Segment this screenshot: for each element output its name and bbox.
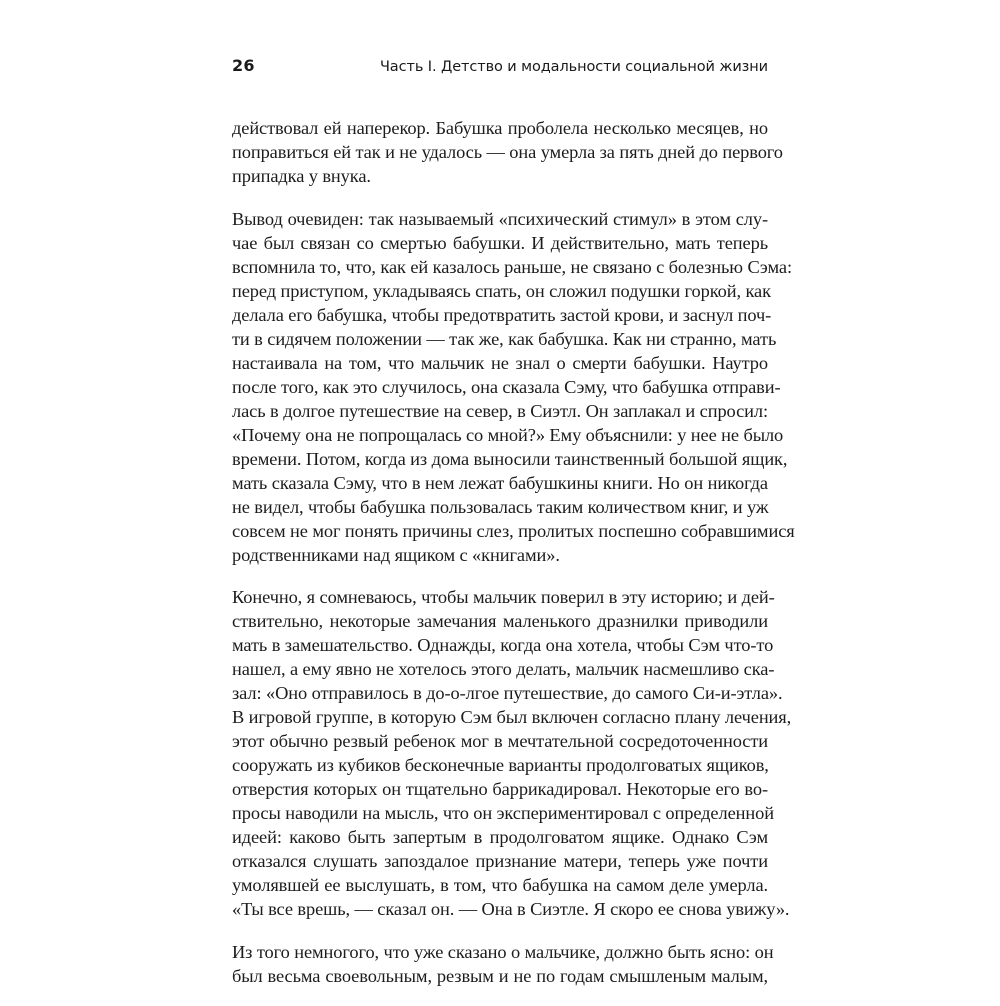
paragraph-4 bbox=[232, 940, 774, 988]
text-line: «Ты все врешь, — сказал он. — Она в Сиэтле. Я скоро ее снова увижу». bbox=[232, 899, 790, 919]
text-line: перед приступом, укладываясь спать, он сложил подушки горкой, как bbox=[232, 280, 771, 301]
paragraph-3 bbox=[232, 585, 792, 921]
text-line: В игровой группе, в которую Сэм был включен согласно плану лечения, bbox=[232, 707, 792, 727]
text-line: поправиться ей так и не удалось — она умерла за пять дней до первого bbox=[232, 142, 783, 162]
text-line: мать в замешательство. Однажды, когда она хотела, чтобы Сэм что-то bbox=[232, 635, 774, 655]
text-line: ствительно, некоторые замечания маленького дразнилки приводили bbox=[232, 611, 768, 631]
text-line: Из того немногого, что уже сказано о мальчике, должно быть ясно: он bbox=[232, 941, 774, 962]
text-line: лась в долгое путешествие на север, в Сиэтл. Он заплакал и спросил: bbox=[232, 400, 768, 421]
running-title: Часть I. Детство и модальности социальной жизни bbox=[379, 59, 768, 75]
running-header bbox=[232, 56, 768, 82]
text-line: времени. Потом, когда из дома выносили таинственный большой ящик, bbox=[232, 448, 788, 469]
text-line: просы наводили на мысль, что он экспериментировал с определенной bbox=[232, 803, 774, 823]
page-number: 26 bbox=[232, 56, 255, 75]
text-line: делала его бабушка, чтобы предотвратить застой крови, и заснул поч- bbox=[232, 304, 772, 325]
text-line: родственниками над ящиком с «книгами». bbox=[232, 544, 560, 565]
text-line: идеей: каково быть запертым в продолговатом ящике. Однако Сэм bbox=[232, 827, 768, 847]
text-line: умолявшей ее выслушать, в том, что бабушка на самом деле умерла. bbox=[232, 875, 768, 895]
text-line: не видел, чтобы бабушка пользовалась таким количеством книг, и уж bbox=[232, 496, 769, 517]
text-line: Вывод очевиден: так называемый «психический стимул» в этом слу- bbox=[232, 208, 768, 229]
text-line: совсем не мог понять причины слез, пролитых поспешно собравшимися bbox=[232, 520, 795, 541]
paragraph-1 bbox=[232, 116, 783, 188]
text-line: сооружать из кубиков бесконечные варианты продолговатых ящиков, bbox=[232, 755, 769, 775]
body-text bbox=[232, 116, 795, 1006]
text-line: вспомнила то, что, как ей казалось раньше, не связано с болезнью Сэма: bbox=[232, 256, 792, 277]
text-line: отказался слушать запоздалое признание матери, теперь уже почти bbox=[232, 851, 768, 871]
text-line: действовал ей наперекор. Бабушка проболела несколько месяцев, но bbox=[232, 118, 768, 138]
text-line: этот обычно резвый ребенок мог в мечтательной сосредоточенности bbox=[232, 731, 768, 751]
text-line: ти в сидячем положении — так же, как бабушка. Как ни странно, мать bbox=[232, 328, 777, 349]
text-line: отверстия которых он тщательно баррикадировал. Некоторые его во- bbox=[232, 779, 768, 799]
text-line: мать сказала Сэму, что в нем лежат бабушкины книги. Но он никогда bbox=[232, 472, 768, 493]
text-line: после того, как это случилось, она сказала Сэму, что бабушка отправи- bbox=[232, 376, 781, 397]
text-line: настаивала на том, что мальчик не знал о смерти бабушки. Наутро bbox=[232, 352, 768, 373]
text-line: нашел, а ему явно не хотелось этого делать, мальчик насмешливо ска- bbox=[232, 659, 775, 679]
paragraph-2 bbox=[232, 207, 795, 567]
text-line: был весьма своевольным, резвым и не по годам смышленым малым, bbox=[232, 965, 768, 986]
text-line: припадка у внука. bbox=[232, 166, 371, 186]
text-line: Конечно, я сомневаюсь, чтобы мальчик поверил в эту историю; и дей- bbox=[232, 587, 775, 607]
text-line: «Почему она не попрощалась со мной?» Ему объяснили: у нее не было bbox=[232, 424, 784, 445]
text-line: зал: «Оно отправилось в до-о-лгое путешествие, до самого Си-и-этла». bbox=[232, 683, 783, 703]
text-line: чае был связан со смертью бабушки. И действительно, мать теперь bbox=[232, 232, 768, 253]
